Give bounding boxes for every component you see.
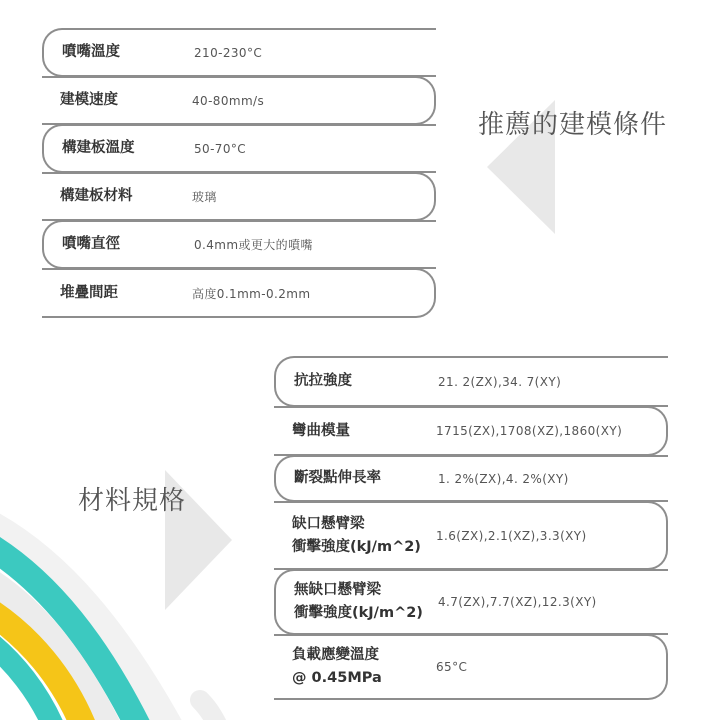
section-title-material-specs: 材料規格 xyxy=(78,486,187,516)
row-value: 高度0.1mm-0.2mm xyxy=(192,286,311,301)
row-label xyxy=(276,579,438,625)
table-row xyxy=(274,569,668,635)
row-value: 40-80mm/s xyxy=(192,93,265,108)
table-row xyxy=(42,124,436,173)
row-label: 彎曲模量 xyxy=(292,422,350,439)
table-row xyxy=(274,356,668,407)
row-label-line1: 負載應變溫度 xyxy=(292,647,379,663)
row-label-line2: 衝擊強度(kJ/m^2) xyxy=(294,605,423,621)
row-value: 4.7(ZX),7.7(XZ),12.3(XY) xyxy=(438,595,597,609)
section-title-recommended-conditions: 推薦的建模條件 xyxy=(478,110,668,140)
table-row xyxy=(42,220,436,269)
table-row xyxy=(42,268,436,318)
row-label: 抗拉強度 xyxy=(294,373,352,389)
row-value: 1715(ZX),1708(XZ),1860(XY) xyxy=(436,424,623,438)
recommended-conditions-table xyxy=(42,28,436,318)
row-value: 1. 2%(ZX),4. 2%(XY) xyxy=(438,471,569,486)
row-value: 21. 2(ZX),34. 7(XY) xyxy=(438,374,562,389)
row-value: 50-70°C xyxy=(194,141,247,156)
row-value: 65°C xyxy=(436,660,468,674)
row-label-line1: 無缺口懸臂梁 xyxy=(294,582,381,598)
row-label: 噴嘴直徑 xyxy=(62,236,120,252)
row-label-line2: @ 0.45MPa xyxy=(292,670,382,686)
material-specs-table xyxy=(274,356,668,700)
row-label: 堆疊間距 xyxy=(60,284,118,301)
row-label: 斷裂點伸長率 xyxy=(294,470,381,486)
table-row xyxy=(274,455,668,502)
table-row xyxy=(274,406,668,456)
table-row xyxy=(42,28,436,77)
row-value: 1.6(ZX),2.1(XZ),3.3(XY) xyxy=(436,528,587,543)
row-value: 210-230°C xyxy=(194,45,263,60)
row-value: 玻璃 xyxy=(192,190,217,204)
row-label: 噴嘴溫度 xyxy=(62,44,120,60)
row-label: 構建板材料 xyxy=(60,188,133,204)
row-label-line2: 衝擊強度(kJ/m^2) xyxy=(292,538,421,555)
table-row xyxy=(274,634,668,700)
row-value: 0.4mm或更大的噴嘴 xyxy=(194,238,313,252)
row-label: 建模速度 xyxy=(60,92,118,108)
row-label: 構建板溫度 xyxy=(62,140,135,156)
table-row xyxy=(42,172,436,221)
row-label xyxy=(274,513,436,559)
table-row xyxy=(274,501,668,570)
row-label-line1: 缺口懸臂梁 xyxy=(292,515,365,532)
row-label xyxy=(274,644,436,690)
table-row xyxy=(42,76,436,125)
